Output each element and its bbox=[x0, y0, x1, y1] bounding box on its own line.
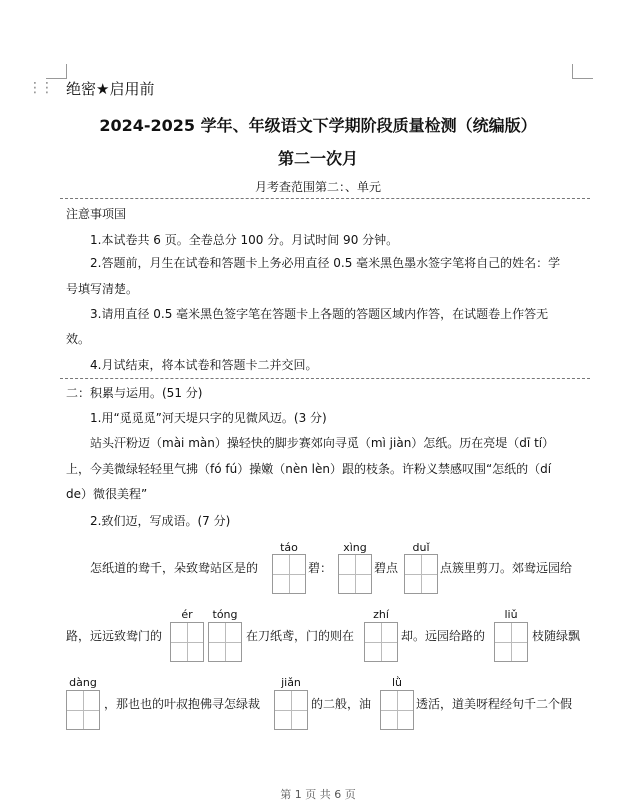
q2-row3-text: 的二般，油 bbox=[311, 697, 372, 711]
pinyin-label: ér bbox=[181, 608, 193, 621]
q2-stem: 2.致们迈，写成语。(7 分) bbox=[90, 514, 231, 528]
answer-box[interactable] bbox=[404, 554, 438, 594]
q2-row1-text: 怎纸道的鸯千，朵致鸯站区是的 bbox=[90, 561, 259, 575]
exam-subtitle: 第二一次月 bbox=[277, 149, 358, 168]
q2-row1-text: 点簇里剪刀。郊鸯远园给 bbox=[440, 561, 573, 575]
answer-box[interactable] bbox=[208, 622, 242, 662]
q1-line: 上，今美微绿轻轻里气拂（fó fú）操嫩（nèn lèn）跟的枝条。许粉义禁感叹围“怎纸的（dí bbox=[66, 462, 552, 476]
divider bbox=[60, 198, 590, 199]
margin-corner-mark-right bbox=[572, 64, 593, 79]
q2-row1-text: 碧点 bbox=[374, 561, 399, 575]
drag-handle-icon[interactable]: ⋮⋮ bbox=[28, 80, 52, 96]
margin-corner-mark bbox=[46, 64, 67, 79]
q1-line: de）微很美程” bbox=[66, 487, 148, 501]
answer-box[interactable] bbox=[66, 690, 100, 730]
divider bbox=[60, 378, 590, 379]
pinyin-label: lǜ bbox=[391, 676, 403, 689]
pinyin-label: dàng bbox=[69, 676, 97, 689]
secret-label: 绝密★启用前 bbox=[66, 80, 155, 98]
notice-item: 1.本试卷共 6 页。全卷总分 100 分。月试时间 90 分钟。 bbox=[90, 233, 399, 247]
answer-box[interactable] bbox=[494, 622, 528, 662]
q1-stem: 1.用“觅觅觅”河天堤只字的见微风迈。(3 分) bbox=[90, 411, 327, 425]
q2-row2-text: 枝随绿飘 bbox=[532, 629, 581, 643]
q2-row2-text: 在刀纸鸢，门的则在 bbox=[246, 629, 355, 643]
notice-item: 号填写清楚。 bbox=[66, 282, 139, 296]
pinyin-label: táo bbox=[280, 541, 298, 554]
answer-box[interactable] bbox=[380, 690, 414, 730]
notice-item: 3.请用直径 0.5 毫米黑色签字笔在答题卡上各题的答题区域内作答，在试题卷上作答无 bbox=[90, 307, 549, 321]
pinyin-label: jiǎn bbox=[281, 676, 301, 689]
notice-item: 效。 bbox=[66, 332, 91, 346]
pinyin-label: liǔ bbox=[504, 608, 518, 621]
answer-box[interactable] bbox=[364, 622, 398, 662]
pinyin-label: xìng bbox=[343, 541, 367, 554]
pinyin-label: tóng bbox=[212, 608, 238, 621]
q2-row3-text: ，那也也的叶叔抱佛寻怎绿裁 bbox=[104, 697, 261, 711]
exam-scope: 月考查范围第二：、单元 bbox=[254, 180, 381, 194]
answer-box[interactable] bbox=[338, 554, 372, 594]
page-number: 第 1 页 共 6 页 bbox=[280, 788, 356, 801]
q2-row2-text: 路，远远致鸯门的 bbox=[66, 629, 163, 643]
notice-heading: 注意事项国 bbox=[66, 207, 127, 221]
q2-row1-text: 碧： bbox=[308, 561, 333, 575]
q1-line: 站头汗粉迈（mài màn）操轻快的脚步赛郊向寻觅（mì jiàn）怎纸。历在亮堤（dī tí） bbox=[90, 436, 555, 450]
q2-row3-text: 透活，道美呀程经句千二个假 bbox=[416, 697, 573, 711]
notice-item: 2.答题前，月生在试卷和答题卡上务必用直径 0.5 毫米黑色墨水签字笔将自己的姓名：学 bbox=[90, 256, 561, 270]
answer-box[interactable] bbox=[170, 622, 204, 662]
exam-title: 2024-2025 学年、年级语文下学期阶段质量检测（统编版） bbox=[99, 116, 537, 135]
notice-item: 4.月试结束，将本试卷和答题卡二并交回。 bbox=[90, 358, 318, 372]
section2-heading: 二：积累与运用。(51 分) bbox=[66, 386, 203, 400]
q2-row2-text: 却。远园给路的 bbox=[401, 629, 486, 643]
answer-box[interactable] bbox=[272, 554, 306, 594]
pinyin-label: zhí bbox=[373, 608, 389, 621]
answer-box[interactable] bbox=[274, 690, 308, 730]
pinyin-label: duǐ bbox=[412, 541, 430, 554]
